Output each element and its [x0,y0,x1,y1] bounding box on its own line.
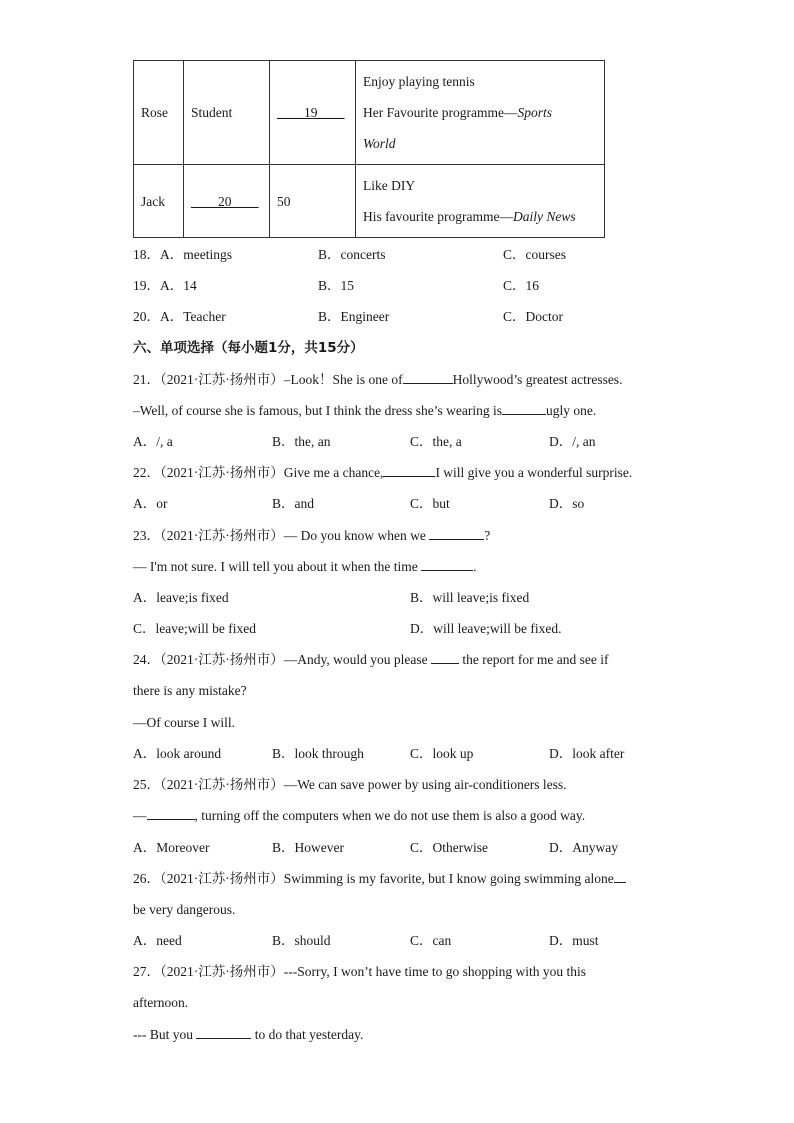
q27-line2: afternoon. [133,995,189,1010]
q20-num: 20． [133,309,160,324]
section-heading: 六、单项选择（每小题1分，共15分） [133,340,364,356]
q18-option-b[interactable]: B．concerts [318,247,386,262]
q25-option-b[interactable]: B．However [272,840,344,855]
cell-job-blank [184,165,270,238]
q22-option-b[interactable]: B．and [272,496,314,511]
table-row [134,165,605,238]
q25-line2: — , turning off the computers when we do not use them is also a good way. [133,808,586,823]
q25-option-a[interactable]: A．Moreover [133,840,210,855]
cell-age-blank [270,61,356,165]
q23-option-a[interactable]: A．leave;is fixed [133,590,229,605]
q18-option-a[interactable]: A．meetings [160,247,232,262]
q25-line1: 25．（2021·江苏·扬州市）—We can save power by using air-conditioners less. [133,777,567,792]
q18-num: 18． [133,247,160,262]
q26-option-d[interactable]: D．must [549,933,599,948]
cell-hobby [356,61,605,165]
q25-option-d[interactable]: D．Anyway [549,840,618,855]
q20-option-a[interactable]: A．Teacher [160,309,226,324]
cell-age: 50 [270,165,356,238]
q21-line2: –Well, of course she is famous, but I think the dress she’s wearing is ugly one. [133,403,597,418]
q26-line1: 26．（2021·江苏·扬州市）Swimming is my favorite, but I know going swimming alone [133,869,626,889]
q24-line1: 24．（2021·江苏·扬州市）—Andy, would you please the report for me and see if [133,652,609,667]
q21-line1: 21．（2021·江苏·扬州市）–Look！She is one of Hollywood’s greatest actresses. [133,372,623,387]
q23-option-b[interactable]: B．will leave;is fixed [410,590,530,605]
q26-option-c[interactable]: C．can [410,933,452,948]
q24-option-c[interactable]: C．look up [410,746,474,761]
q26-option-b[interactable]: B．should [272,933,331,948]
info-table [133,60,605,238]
blank-19: ____19____ [277,105,345,120]
q19-option-c[interactable]: C．16 [503,278,540,293]
q27-line3: --- But you to do that yesterday. [133,1027,364,1042]
q19-num: 19． [133,278,160,293]
programme-line: His favourite programme—Daily News [363,209,576,224]
programme-line-cont: World [363,136,396,151]
q24-option-a[interactable]: A．look around [133,746,222,761]
hobby-line: Like DIY [363,178,416,193]
q18-option-c[interactable]: C．courses [503,247,566,262]
q22-option-c[interactable]: C．but [410,496,450,511]
q25-option-c[interactable]: C．Otherwise [410,840,488,855]
q23-line1: 23．（2021·江苏·扬州市）— Do you know when we ? [133,528,491,543]
q20-option-b[interactable]: B．Engineer [318,309,390,324]
q21-option-a[interactable]: A．/, a [133,434,173,449]
blank-20: ____20____ [191,193,259,209]
q20-option-c[interactable]: C．Doctor [503,309,563,324]
q24-option-b[interactable]: B．look through [272,746,364,761]
q21-option-b[interactable]: B．the, an [272,434,331,449]
q24-line3: —Of course I will. [133,715,235,730]
cell-name: Jack [134,165,184,238]
cell-job: Student [184,61,270,165]
q24-option-d[interactable]: D．look after [549,746,625,761]
q19-option-b[interactable]: B．15 [318,278,355,293]
q26-line2: be very dangerous. [133,902,236,917]
q22-option-d[interactable]: D．so [549,496,585,511]
cell-name: Rose [134,61,184,165]
table-row [134,61,605,165]
q27-line1: 27．（2021·江苏·扬州市）---Sorry, I won’t have time to go shopping with you this [133,964,586,979]
q19-option-a[interactable]: A．14 [160,278,197,293]
hobby-line: Enjoy playing tennis [363,74,475,89]
q26-option-a[interactable]: A．need [133,933,182,948]
q24-line2: there is any mistake? [133,683,247,698]
cell-hobby [356,165,605,238]
q22-line1: 22．（2021·江苏·扬州市）Give me a chance, I will give you a wonderful surprise. [133,465,633,480]
q23-option-d[interactable]: D．will leave;will be fixed. [410,621,562,636]
q22-option-a[interactable]: A．or [133,496,168,511]
q21-option-c[interactable]: C．the, a [410,434,462,449]
programme-line: Her Favourite programme—Sports [363,105,552,120]
q21-option-d[interactable]: D．/, an [549,434,596,449]
q23-option-c[interactable]: C．leave;will be fixed [133,621,256,636]
q23-line2: — I'm not sure. I will tell you about it when the time . [133,559,477,574]
